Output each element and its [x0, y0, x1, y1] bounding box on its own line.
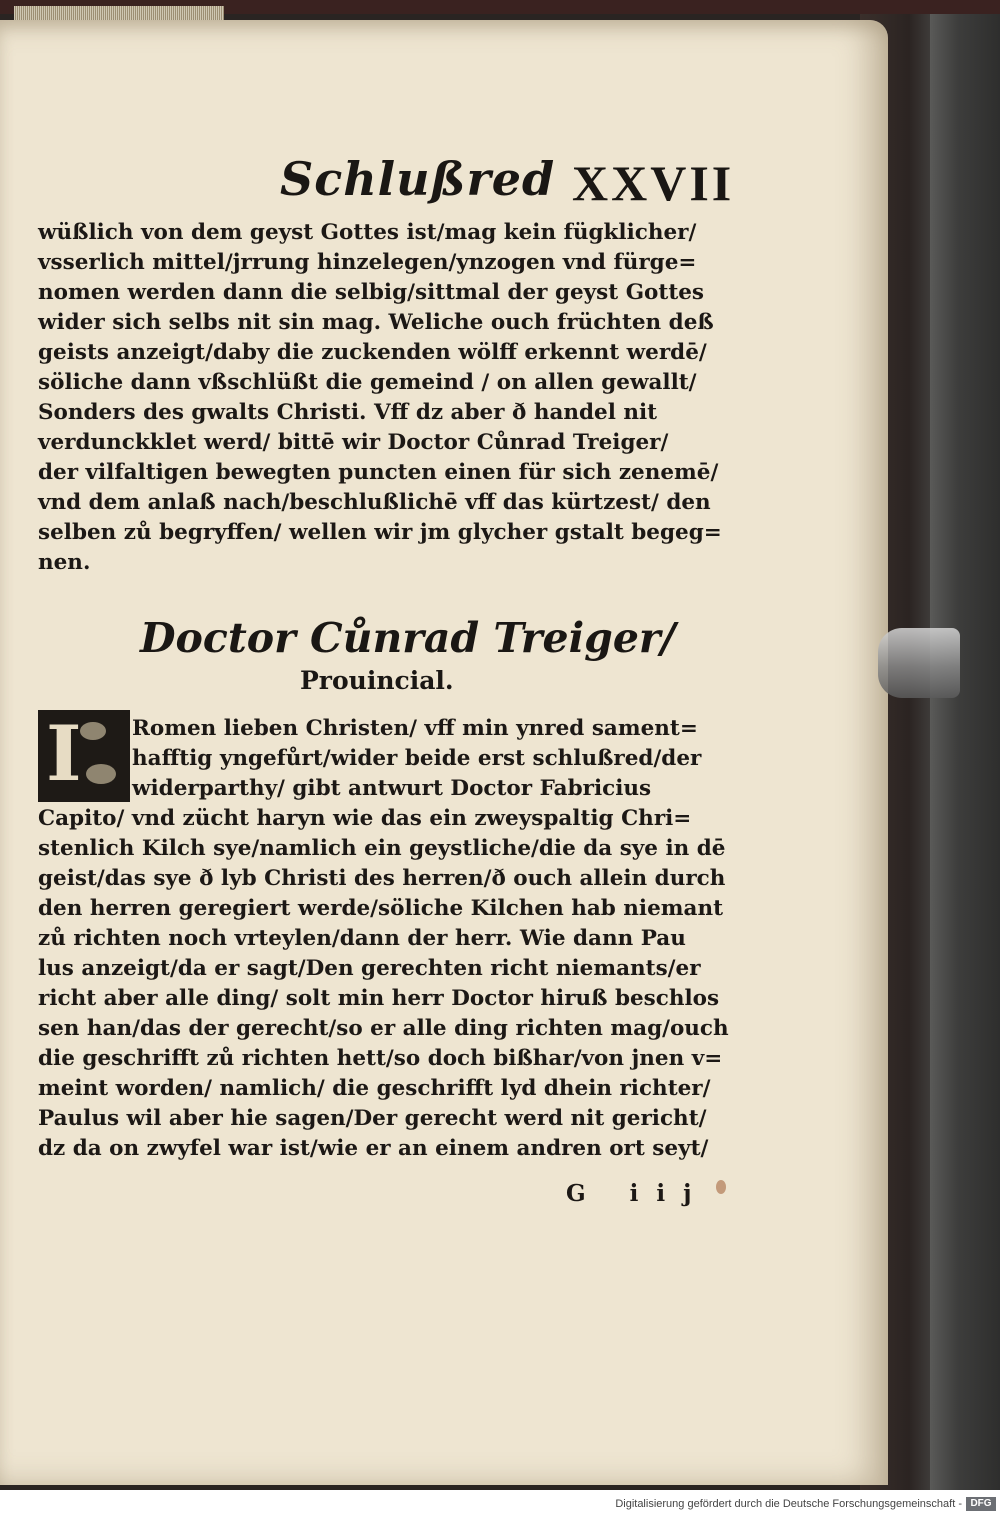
signature-mark: G iij [566, 1180, 710, 1207]
stain [716, 1180, 726, 1194]
decorated-initial [38, 710, 130, 802]
ornament-leaf [86, 764, 116, 784]
text-line: selben zů begryffen/ wellen wir jm glycher gstalt begeg= [38, 520, 722, 545]
binding-strap [930, 0, 1000, 1490]
text-line: meint worden/ namlich/ die geschrifft lyd dhein richter/ [38, 1076, 711, 1101]
initial-letter: I [46, 709, 82, 798]
page-header [0, 152, 888, 222]
text-line: nomen werden dann die selbig/sittmal der geyst Gottes [38, 280, 705, 305]
page-clip [878, 628, 960, 698]
text-line: Sonders des gwalts Christi. Vff dz aber ð handel nit [38, 400, 658, 425]
text-line: Paulus wil aber hie sagen/Der gerecht werd nit gericht/ [38, 1106, 707, 1131]
paragraph-2 [38, 804, 729, 1164]
text-line: lus anzeigt/da er sagt/Den gerechten richt niemants/er [38, 956, 701, 981]
text-line: der vilfaltigen bewegten puncten einen für sich zenemē/ [38, 460, 719, 485]
text-line: verdunckklet werd/ bittē wir Doctor Cůnrad Treiger/ [38, 430, 669, 455]
text-line: widerparthy/ gibt antwurt Doctor Fabricius [132, 776, 652, 801]
section-subheading: Prouincial. [300, 666, 454, 695]
ornament-leaf [80, 722, 106, 740]
text-line: sen han/das der gerecht/so er alle ding richten mag/ouch [38, 1016, 729, 1041]
text-line: wüßlich von dem geyst Gottes ist/mag kein fügklicher/ [38, 220, 697, 245]
folio-number: XXVII [572, 155, 735, 211]
running-head: Schlußred [280, 152, 556, 206]
text-line: Romen lieben Christen/ vff min ynred sament= [132, 716, 698, 741]
paragraph-1 [38, 218, 722, 578]
text-line: Capito/ vnd zücht haryn wie das ein zweyspaltig Chri= [38, 806, 692, 831]
text-line: söliche dann vßschlüßt die gemeind / on allen gewallt/ [38, 370, 697, 395]
text-line: zů richten noch vrteylen/dann der herr. Wie dann Pau [38, 926, 686, 951]
text-line: hafftig yngefůrt/wider beide erst schlußred/der [132, 746, 702, 771]
text-line: die geschrifft zů richten hett/so doch bißhar/von jnen v= [38, 1046, 723, 1071]
footer-bar [0, 1493, 1000, 1521]
paragraph-2-opening [132, 714, 712, 804]
text-line: vsserlich mittel/jrrung hinzelegen/ynzogen vnd fürge= [38, 250, 697, 275]
dfg-logo-icon: DFG [966, 1497, 996, 1511]
book-page [0, 20, 888, 1485]
text-line: geist/das sye ð lyb Christi des herren/ð ouch allein durch [38, 866, 726, 891]
section-heading: Doctor Cůnrad Treiger/ [140, 614, 676, 662]
text-line: dz da on zwyfel war ist/wie er an einem andren ort seyt/ [38, 1136, 709, 1161]
text-line: nen. [38, 550, 91, 575]
text-line: stenlich Kilch sye/namlich ein geystliche/die da sye in dē [38, 836, 726, 861]
funding-credit: Digitalisierung gefördert durch die Deutsche Forschungsgemeinschaft - [615, 1498, 962, 1510]
text-line: geists anzeigt/daby die zuckenden wölff erkennt werdē/ [38, 340, 707, 365]
text-line: den herren geregiert werde/söliche Kilchen hab niemant [38, 896, 724, 921]
text-line: richt aber alle ding/ solt min herr Doctor hiruß beschlos [38, 986, 720, 1011]
text-line: vnd dem anlaß nach/beschlußlichē vff das kürtzest/ den [38, 490, 711, 515]
text-line: wider sich selbs nit sin mag. Weliche ouch früchten deß [38, 310, 714, 335]
